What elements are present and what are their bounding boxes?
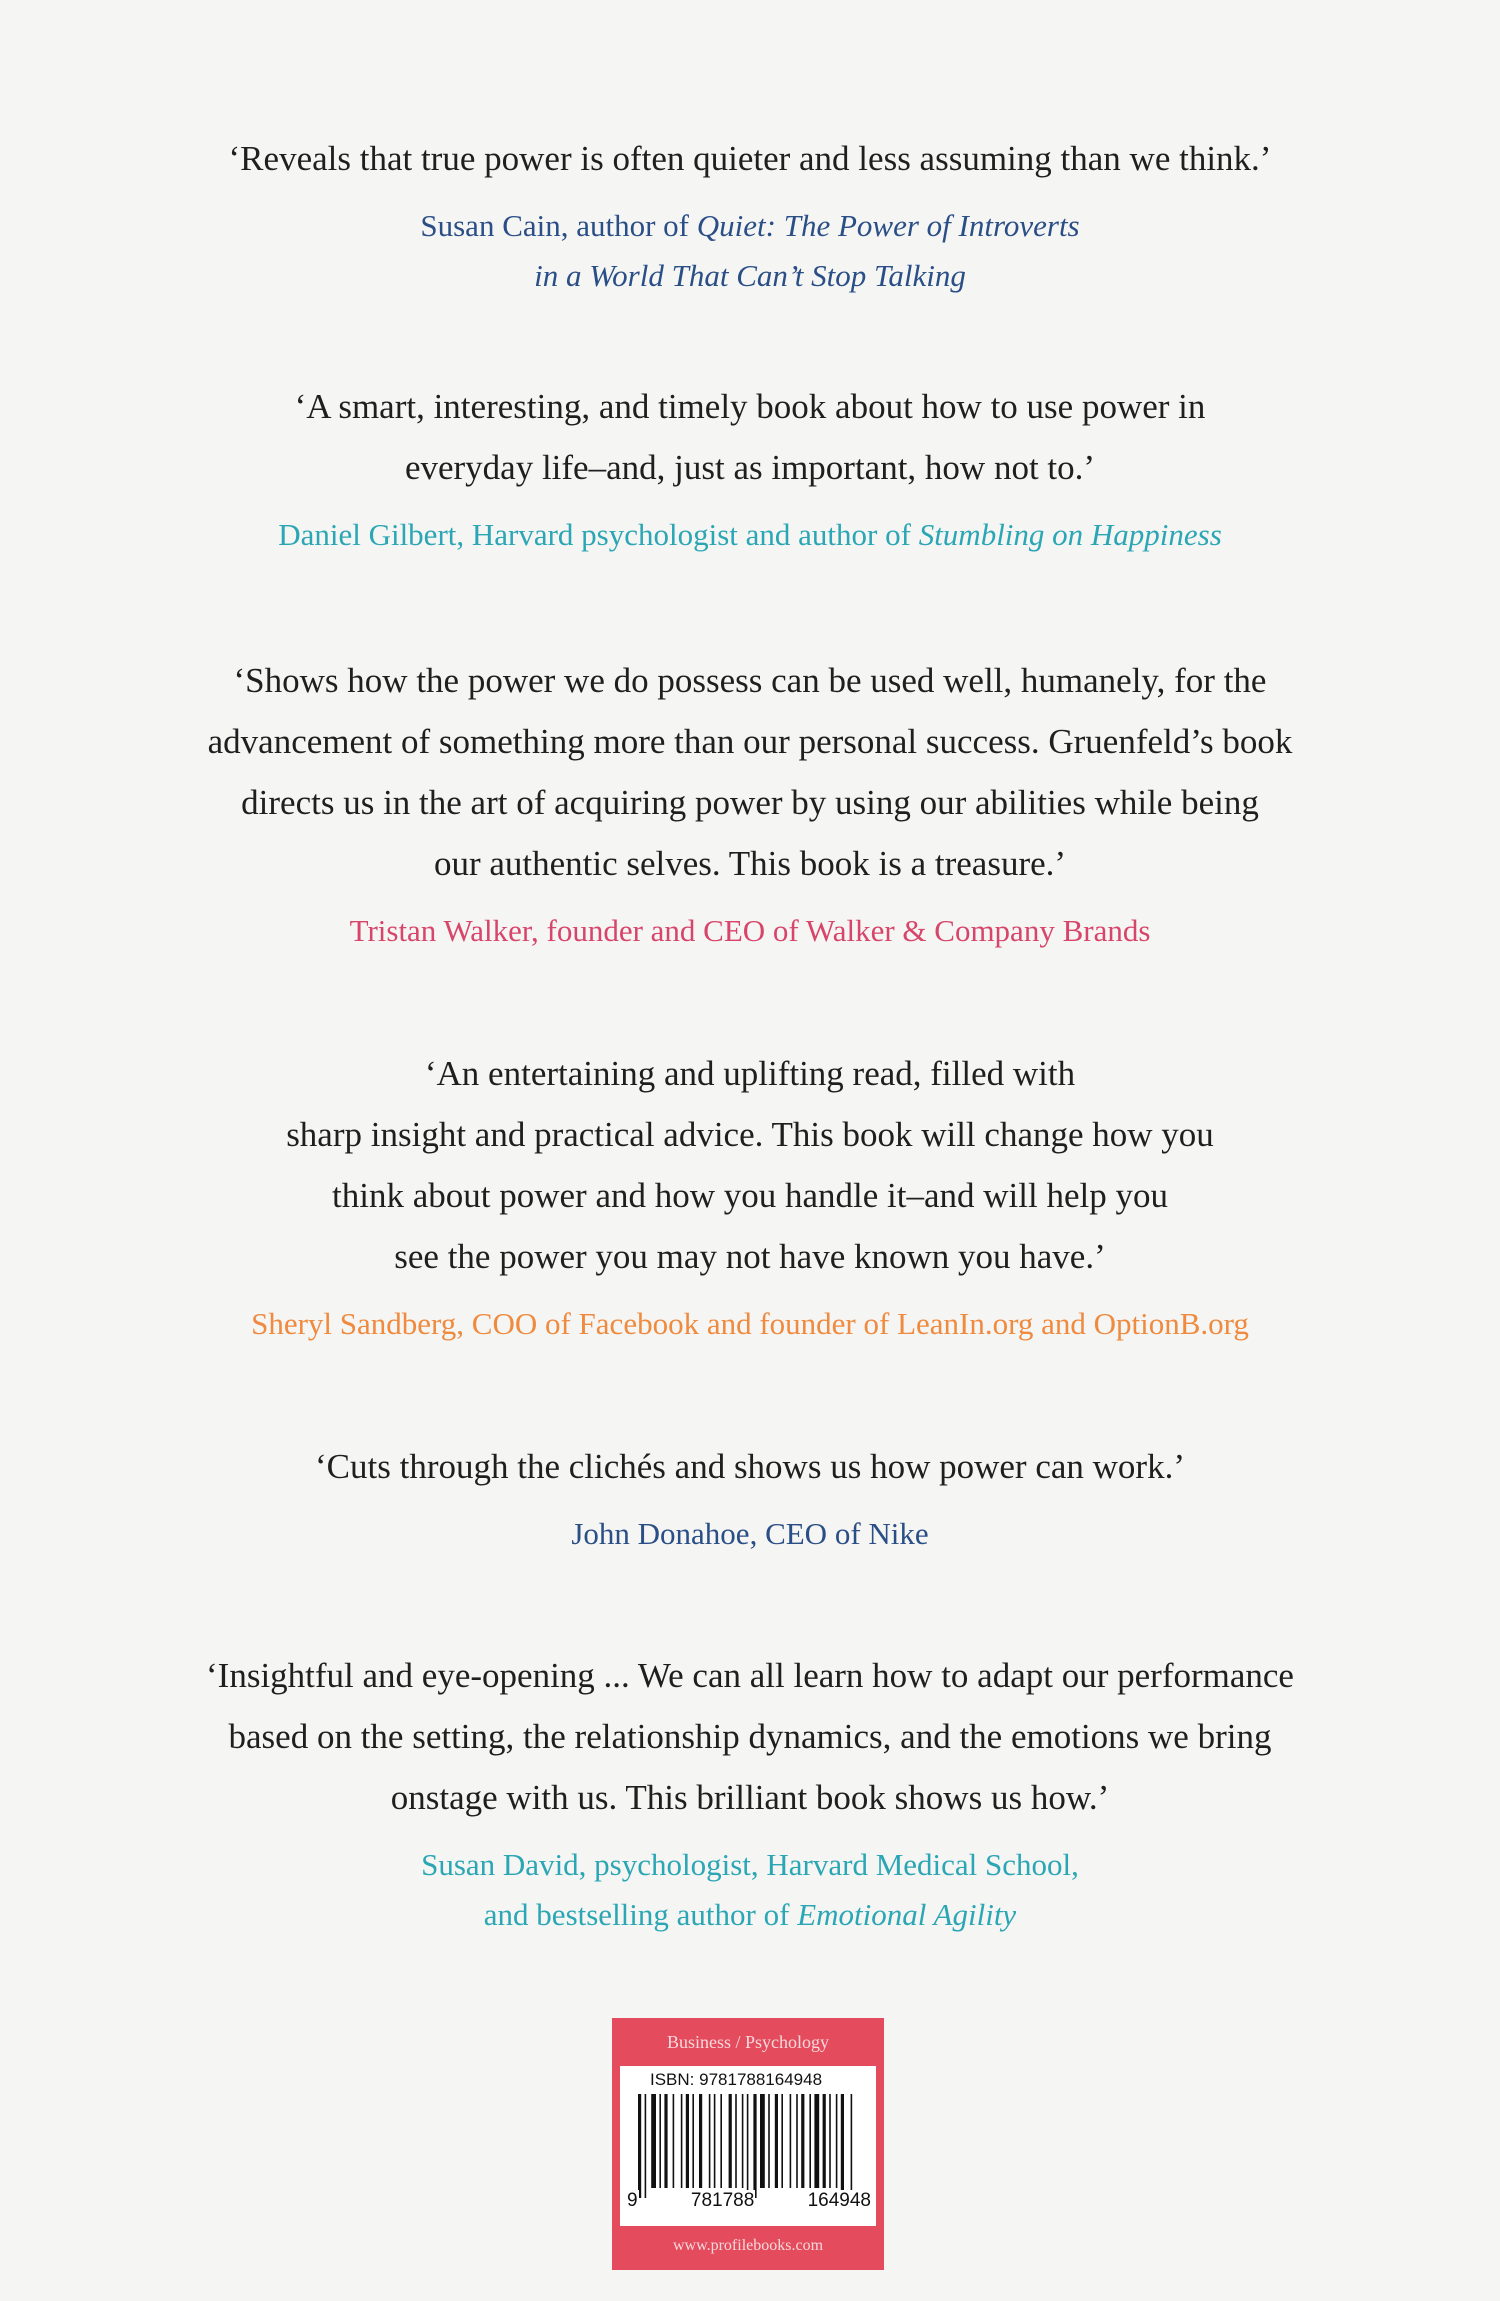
quote-attribution [0, 1299, 1500, 1349]
quote-attribution [0, 1840, 1500, 1940]
quote-line: sharp insight and practical advice. This book will change how you [286, 1115, 1214, 1154]
quote-attribution [0, 906, 1500, 956]
book-title: Quiet: The Power of Introverts [696, 208, 1080, 243]
attribution-line: and bestselling author of Emotional Agility [483, 1897, 1017, 1932]
book-title: in a World That Can’t Stop Talking [534, 258, 966, 293]
barcode-panel [612, 2018, 884, 2270]
quote-attribution [0, 1509, 1500, 1559]
attribution-line: John Donahoe, CEO of Nike [571, 1516, 929, 1551]
quote-line: see the power you may not have known you have.’ [394, 1237, 1106, 1276]
quote-attribution [0, 201, 1500, 301]
quote-text [0, 1645, 1500, 1828]
barcode-digit-group: 164948 [807, 2190, 871, 2211]
quote-text [0, 1436, 1500, 1497]
book-title: Emotional Agility [797, 1897, 1017, 1932]
quote-text [0, 650, 1500, 894]
barcode-digits [626, 2190, 872, 2212]
barcode-digit-group: 781788 [690, 2190, 755, 2211]
attribution-line [0, 251, 1500, 301]
quote-block [0, 128, 1500, 301]
isbn-label: ISBN: 9781788164948 [650, 2070, 823, 2089]
barcode-digit-group: 9 [627, 2190, 638, 2211]
quote-line: ‘Reveals that true power is often quieter and less assuming than we think.’ [228, 139, 1272, 178]
attribution-line: Tristan Walker, founder and CEO of Walker & Company Brands [349, 913, 1151, 948]
publisher-website: www.profilebooks.com [672, 2237, 824, 2254]
quote-text [0, 128, 1500, 189]
quote-line: based on the setting, the relationship dynamics, and the emotions we bring [228, 1717, 1272, 1756]
attribution-line: Susan David, psychologist, Harvard Medical School, [421, 1847, 1079, 1882]
attribution-line: Sheryl Sandberg, COO of Facebook and founder of LeanIn.org and OptionB.org [251, 1306, 1249, 1341]
quote-text [0, 376, 1500, 498]
attribution-line: Daniel Gilbert, Harvard psychologist and author of Stumbling on Happiness [278, 517, 1222, 552]
quote-line: ‘An entertaining and uplifting read, filled with [424, 1054, 1076, 1093]
book-title: Stumbling on Happiness [918, 517, 1222, 552]
quote-line: ‘Insightful and eye-opening ... We can all learn how to adapt our performance [206, 1656, 1294, 1695]
quote-line: ‘Cuts through the clichés and shows us how power can work.’ [315, 1447, 1185, 1486]
quote-block [0, 650, 1500, 956]
quote-line: onstage with us. This brilliant book shows us how.’ [390, 1778, 1110, 1817]
quote-line: ‘A smart, interesting, and timely book about how to use power in [294, 387, 1206, 426]
quote-attribution [0, 510, 1500, 560]
quote-line: advancement of something more than our personal success. Gruenfeld’s book [207, 722, 1293, 761]
quote-line: directs us in the art of acquiring power by using our abilities while being [241, 783, 1259, 822]
quote-text [0, 1043, 1500, 1287]
quote-block [0, 1043, 1500, 1349]
barcode-icon [636, 2094, 866, 2198]
quote-line: ‘Shows how the power we do possess can be used well, humanely, for the [233, 661, 1267, 700]
category-label: Business / Psychology [666, 2032, 830, 2052]
quote-line: think about power and how you handle it–and will help you [332, 1176, 1168, 1215]
quote-line: our authentic selves. This book is a treasure.’ [433, 844, 1067, 883]
quote-line: everyday life–and, just as important, how not to.’ [404, 448, 1096, 487]
barcode-area [620, 2066, 876, 2226]
quote-block [0, 1436, 1500, 1559]
attribution-line: Susan Cain, author of Quiet: The Power of Introverts [420, 208, 1080, 243]
quote-block [0, 376, 1500, 560]
quote-block [0, 1645, 1500, 1940]
